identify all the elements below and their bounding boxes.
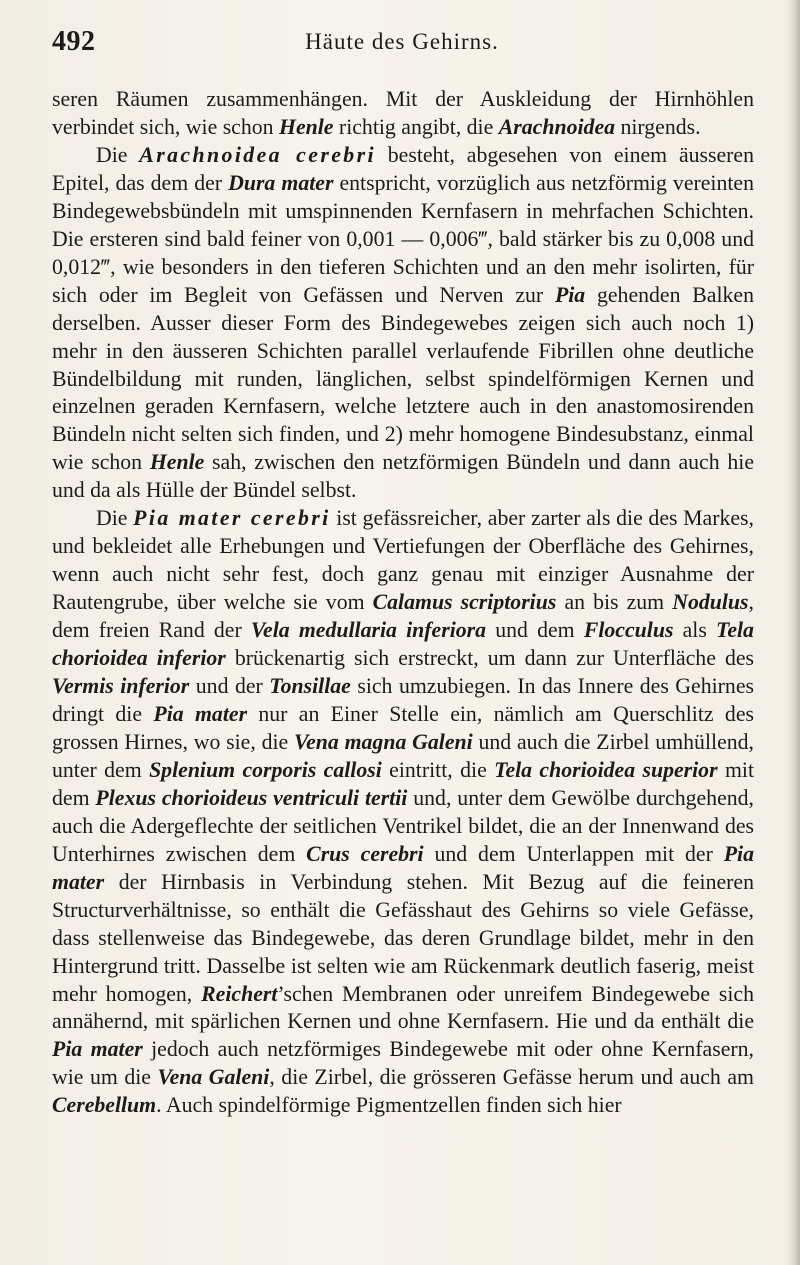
text-run: jedoch auch netzförmiges Bindegewebe mit oder ohne Kernfasern, wie um die — [52, 1037, 754, 1090]
text-run: nur an Einer Stelle ein, nämlich am Querschlitz des grossen Hirnes, wo sie, die — [52, 701, 754, 754]
text-run: und auch die Zirbel umhüllend, unter dem — [52, 729, 754, 782]
italic-term: Tonsillae — [269, 674, 351, 699]
italic-term: Plexus chorioideus ventriculi tertii — [95, 785, 408, 810]
italic-term: Pia mater — [52, 1037, 143, 1062]
text-run: Die — [96, 506, 134, 531]
paragraph — [52, 86, 754, 142]
text-run: sah, zwischen den netzförmigen Bündeln und dann auch hie und da als Hülle der Bündel selbst. — [52, 450, 754, 503]
spaced-term: Arachnoidea cerebri — [139, 142, 376, 167]
italic-term: Splenium corporis callosi — [149, 757, 382, 782]
text-run: und, unter dem Gewölbe durchgehend, auch die Adergeflechte der seitlichen Ventrikel bildet, die an der Innenwand des Unterhirnes zwischen dem — [52, 785, 754, 866]
italic-term: Pia — [554, 282, 586, 307]
italic-term: Flocculus — [583, 618, 674, 643]
italic-term: Dura mater — [228, 170, 334, 195]
italic-term: Tela chorioidea superior — [494, 757, 718, 782]
italic-term: Reichert — [201, 981, 278, 1006]
text-run: brückenartig sich erstreckt, um dann zur Unterfläche des — [225, 646, 755, 671]
italic-term: Nodulus — [672, 590, 749, 615]
italic-term: Arachnoidea — [498, 114, 616, 139]
text-run: und dem Unterlappen mit der — [423, 841, 724, 866]
spaced-term: Pia mater cerebri — [133, 506, 331, 531]
italic-term: Vermis inferior — [52, 674, 190, 699]
paragraph — [52, 505, 754, 1120]
text-run: besteht, abgesehen von einem äusseren Epitel, das dem der — [52, 142, 754, 195]
text-run: mit dem — [52, 757, 755, 810]
body-text — [52, 86, 754, 1120]
italic-term: Tela chorioidea inferior — [52, 618, 754, 671]
text-run: an bis zum — [556, 590, 673, 615]
text-run: eintritt, die — [381, 757, 495, 782]
italic-term: Henle — [279, 114, 334, 139]
text-run: . Auch spindelförmige Pigmentzellen finden sich hier — [156, 1093, 622, 1118]
running-title: Häute des Gehirns. — [305, 29, 499, 54]
text-run: ’schen Membranen oder unreifem Bindegewebe sich annähernd, mit spärlichen Kernen und ohne Kernfasern. Hie und da enthält die — [52, 981, 754, 1034]
text-run: , die Zirbel, die grösseren Gefässe herum und auch am — [269, 1065, 754, 1090]
italic-term: Crus cerebri — [306, 841, 424, 866]
text-run: nirgends. — [615, 114, 701, 139]
text-run: richtig angibt, die — [333, 114, 499, 139]
text-run: und der — [189, 674, 270, 699]
italic-term: Cerebellum — [52, 1093, 157, 1118]
text-run: ist gefässreicher, aber zarter als die des Markes, und bekleidet alle Erhebungen und Vertiefungen der Oberfläche des Gehirnes, wenn auch nicht sehr fest, doch ganz genau mit einziger Ausnahme der Rautengrube, über welche sie vom — [52, 506, 754, 615]
text-run: und dem — [486, 618, 584, 643]
italic-term: Calamus scriptorius — [372, 590, 557, 615]
italic-term: Henle — [149, 450, 205, 475]
text-run: der Hirnbasis in Verbindung stehen. Mit Bezug auf die feineren Structurverhältnisse, so enthält die Gefässhaut des Gehirns so viele Gefässe, dass stellenweise das Bindegewebe, das deren Grundlage bildet, mehr in den Hintergrund tritt. Dasselbe ist selten wie am Rückenmark deutlich faserig, meist mehr homogen, — [52, 869, 754, 1006]
text-run: sich umzubiegen. In das Innere des Gehirnes dringt die — [52, 674, 754, 726]
text-run: seren Räumen zusammenhängen. Mit der Auskleidung der Hirnhöhlen verbindet sich, wie schon — [52, 87, 754, 139]
text-run: , dem freien Rand der — [52, 590, 754, 643]
page-header — [52, 26, 752, 66]
text-run: Die — [96, 142, 140, 167]
italic-term: Vena magna Galeni — [293, 729, 473, 754]
italic-term: Vena Galeni — [157, 1065, 270, 1090]
page-edge-shadow — [786, 0, 800, 1265]
text-run: als — [673, 618, 717, 643]
text-run: gehenden Balken derselben. Ausser dieser Form des Bindegewebes zeigen sich auch noch 1) mehr in den äusseren Schichten parallel verlaufende Fibrillen ohne deutliche Bündelbildung mit runden, länglichen, selbst spindelförmigen Kernen und einzelnen geraden Kernfasern, welche letztere auch in den anastomosirenden Bündeln nicht selten sich finden, und 2) mehr homogene Bindesubstanz, einmal wie schon — [52, 282, 755, 475]
page-number: 492 — [52, 26, 96, 57]
paragraph — [52, 142, 754, 505]
text-run: entspricht, vorzüglich aus netzförmig vereinten Bindegewebsbündeln mit umspinnenden Kernfasern in mehrfachen Schichten. Die ersteren sind bald feiner von 0,001 — 0,006‴, bald stärker bis zu 0,008 und 0,012‴, wie besonders in den tieferen Schichten und an den mehr isolirten, für sich oder im Begleit von Gefässen und Nerven zur — [52, 170, 755, 307]
italic-term: Pia mater — [52, 841, 754, 894]
italic-term: Pia mater — [153, 701, 248, 726]
italic-term: Vela medullaria inferiora — [250, 618, 487, 643]
